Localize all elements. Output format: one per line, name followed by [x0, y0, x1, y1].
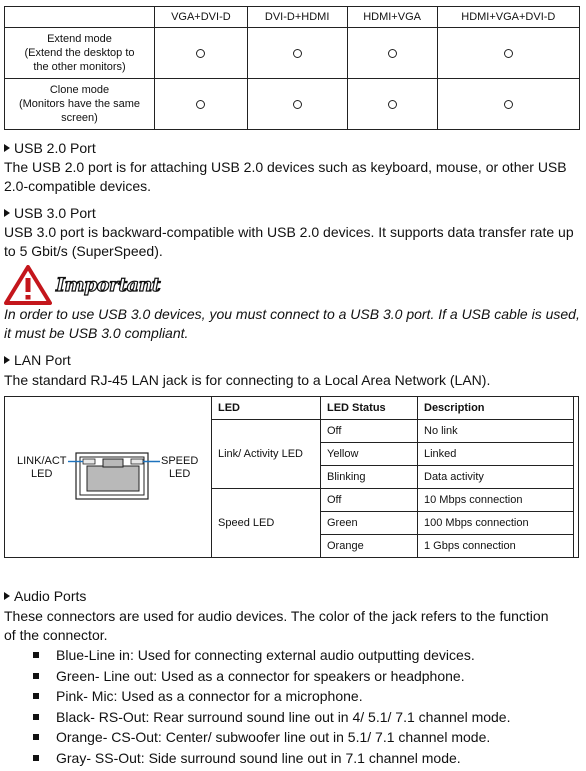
circle-icon [504, 49, 513, 58]
circle-icon [293, 100, 302, 109]
support-cell [155, 79, 248, 130]
led-description-cell: Data activity [418, 466, 574, 489]
support-cell [247, 28, 347, 79]
circle-icon [504, 100, 513, 109]
audio-list [0, 645, 510, 769]
bullet-icon [33, 652, 39, 658]
support-cell [347, 79, 437, 130]
list-item: Gray- SS-Out: Side surround sound line out in 7.1 channel mode. [0, 748, 510, 769]
important-text: In order to use USB 3.0 devices, you must connect to a USB 3.0 port. If a USB cable is used, it must be USB 3.0 compliant. [4, 306, 580, 341]
arrow-icon [4, 592, 10, 600]
mode-line: (Monitors have the same [18, 98, 141, 110]
support-cell [347, 28, 437, 79]
circle-icon [388, 100, 397, 109]
led-status-cell: Green [321, 512, 418, 535]
table-header: HDMI+VGA+DVI-D [437, 7, 579, 28]
circle-icon [196, 49, 205, 58]
led-name-cell: Speed LED [212, 489, 321, 558]
support-cell [437, 79, 579, 130]
led-name-cell: Link/ Activity LED [212, 420, 321, 489]
support-cell [155, 28, 248, 79]
usb2-text: The USB 2.0 port is for attaching USB 2.0 devices such as keyboard, mouse, or other USB 2.0-compatible devices. [4, 159, 567, 194]
audio-heading: Audio Ports [4, 588, 86, 604]
usb2-heading: USB 2.0 Port [4, 140, 96, 156]
table-row [212, 489, 574, 512]
mode-line: (Extend the desktop to [24, 47, 135, 59]
led-description-cell: 100 Mbps connection [418, 512, 574, 535]
support-cell [437, 28, 579, 79]
rj45-jack-icon [68, 448, 164, 504]
arrow-icon [4, 356, 10, 364]
list-item: Black- RS-Out: Rear surround sound line out in 4/ 5.1/ 7.1 channel mode. [0, 707, 510, 728]
circle-icon [293, 49, 302, 58]
circle-icon [388, 49, 397, 58]
usb3-text: USB 3.0 port is backward-compatible with USB 2.0 devices. It supports data transfer rate up to 5 Gbit/s (SuperSpeed). [4, 224, 574, 259]
display-mode-table [4, 6, 580, 130]
list-item: Green- Line out: Used as a connector for speakers or headphone. [0, 666, 510, 687]
lan-led-table [211, 396, 574, 558]
table-header: HDMI+VGA [347, 7, 437, 28]
speed-label: SPEED LED [161, 455, 199, 480]
led-status-cell: Yellow [321, 443, 418, 466]
list-item: Orange- CS-Out: Center/ subwoofer line out in 5.1/ 7.1 channel mode. [0, 727, 510, 748]
led-description-cell: Linked [418, 443, 574, 466]
arrow-icon [4, 144, 10, 152]
audio-text: These connectors are used for audio devices. The color of the jack refers to the function of the connector. [4, 608, 549, 643]
mode-cell [5, 79, 155, 130]
table-header: LED [212, 397, 321, 420]
important-callout [4, 265, 161, 305]
led-status-cell: Off [321, 420, 418, 443]
led-status-cell: Blinking [321, 466, 418, 489]
table-row [5, 28, 580, 79]
table-header: VGA+DVI-D [155, 7, 248, 28]
table-header: DVI-D+HDMI [247, 7, 347, 28]
lan-heading: LAN Port [4, 352, 71, 368]
mode-line: screen) [61, 112, 98, 124]
important-label: Important [56, 274, 161, 296]
led-status-cell: Orange [321, 535, 418, 558]
circle-icon [196, 100, 205, 109]
led-description-cell: 10 Mbps connection [418, 489, 574, 512]
mode-line: Extend mode [47, 33, 112, 45]
table-header: Description [418, 397, 574, 420]
support-cell [247, 79, 347, 130]
warning-icon [4, 265, 52, 305]
bullet-icon [33, 673, 39, 679]
table-row [212, 420, 574, 443]
table-header [5, 7, 155, 28]
usb3-heading: USB 3.0 Port [4, 205, 96, 221]
arrow-icon [4, 209, 10, 217]
bullet-icon [33, 755, 39, 761]
led-status-cell: Off [321, 489, 418, 512]
list-item: Blue-Line in: Used for connecting external audio outputting devices. [0, 645, 510, 666]
list-item: Pink- Mic: Used as a connector for a microphone. [0, 686, 510, 707]
bullet-icon [33, 734, 39, 740]
table-row [5, 79, 580, 130]
mode-line: the other monitors) [33, 61, 126, 73]
mode-cell [5, 28, 155, 79]
table-header: LED Status [321, 397, 418, 420]
bullet-icon [33, 714, 39, 720]
lan-text: The standard RJ-45 LAN jack is for connecting to a Local Area Network (LAN). [4, 372, 491, 388]
mode-line: Clone mode [49, 84, 110, 96]
bullet-icon [33, 693, 39, 699]
led-description-cell: No link [418, 420, 574, 443]
link-act-label: LINK/ACT LED [17, 455, 67, 480]
led-description-cell: 1 Gbps connection [418, 535, 574, 558]
